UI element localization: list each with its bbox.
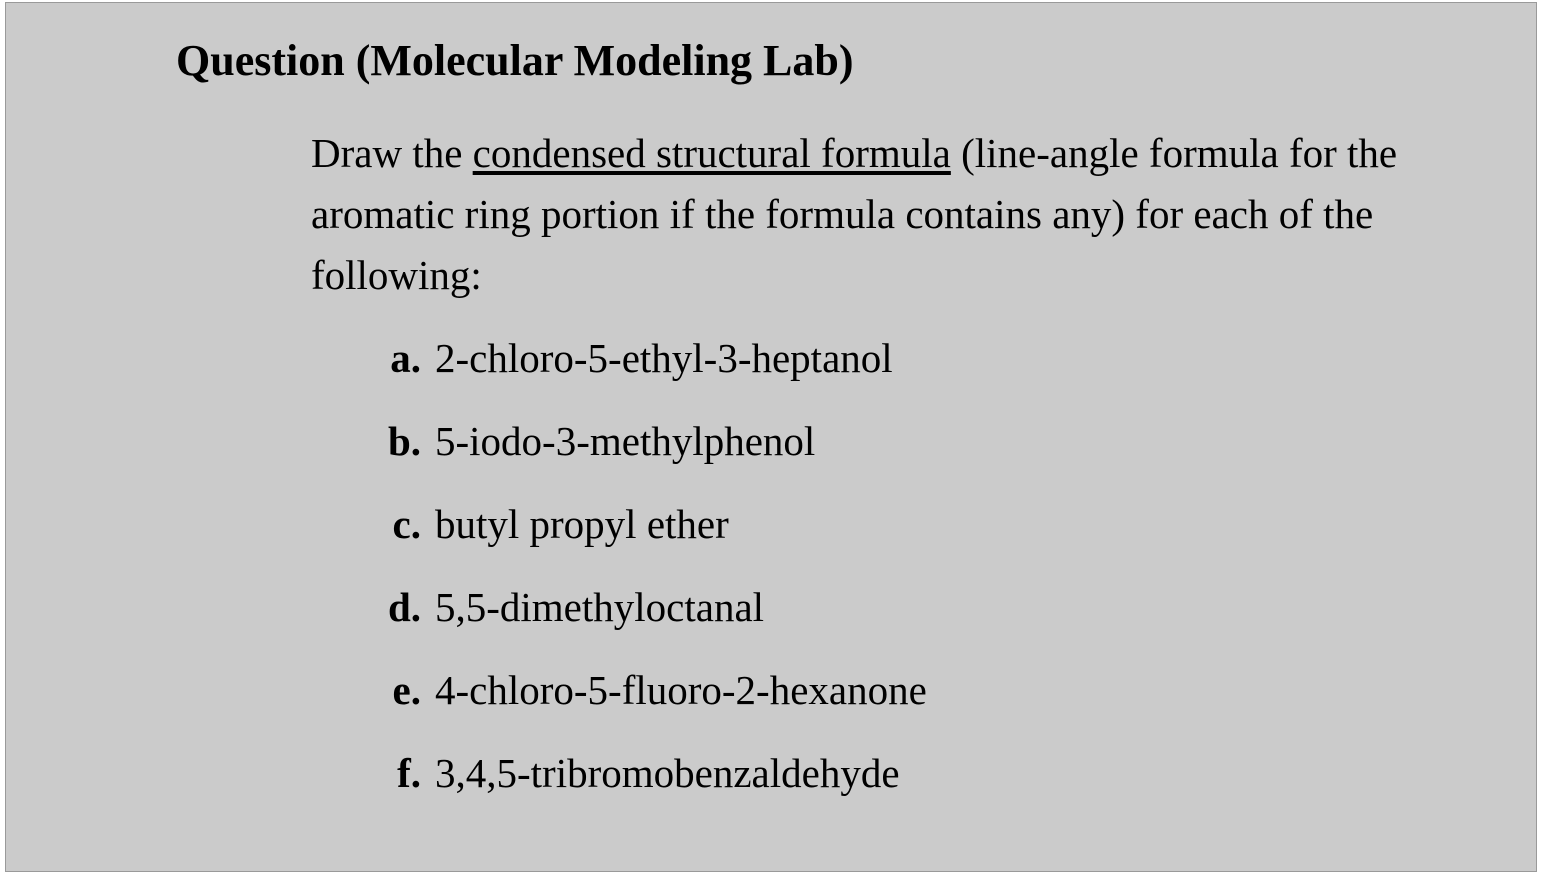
list-item <box>376 743 927 826</box>
instructions-text-after: (line-angle formula for the aromatic ring portion if the formula contains any) for each of the following: <box>311 130 1398 298</box>
list-item <box>376 660 927 743</box>
item-text: butyl propyl ether <box>435 501 729 547</box>
item-letter: d. <box>387 584 421 630</box>
list-item <box>376 328 927 411</box>
item-text: 5,5-dimethyloctanal <box>435 584 765 630</box>
item-text: 4-chloro-5-fluoro-2-hexanone <box>435 667 927 713</box>
list-item <box>376 411 927 494</box>
list-item <box>376 577 927 660</box>
question-title: Question (Molecular Modeling Lab) <box>176 36 854 85</box>
item-letter: a. <box>390 335 421 381</box>
item-letter: f. <box>397 750 421 796</box>
item-text: 5-iodo-3-methylphenol <box>435 418 816 464</box>
item-letter: c. <box>392 501 421 547</box>
instructions-paragraph <box>311 123 1451 306</box>
item-text: 2-chloro-5-ethyl-3-heptanol <box>435 335 893 381</box>
item-letter: b. <box>387 418 421 464</box>
question-panel <box>5 2 1537 872</box>
compound-list <box>376 328 927 826</box>
item-letter: e. <box>392 667 421 713</box>
list-item <box>376 494 927 577</box>
item-text: 3,4,5-tribromobenzaldehyde <box>435 750 900 796</box>
instructions-underlined-term: condensed structural formula <box>472 130 951 176</box>
instructions-text-before: Draw the <box>311 130 473 176</box>
